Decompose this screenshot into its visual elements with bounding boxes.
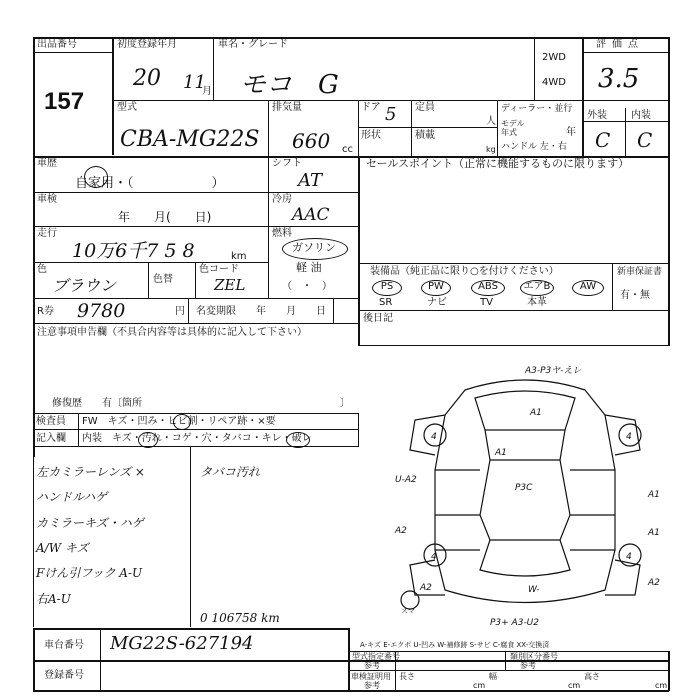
height-cm: cm xyxy=(655,681,668,690)
row2-sep2 xyxy=(358,100,359,156)
equip-aw: AW xyxy=(572,280,604,296)
diag-a1-top: A1 xyxy=(530,408,542,418)
diag-a1-mid: A1 xyxy=(495,448,507,458)
r-sep2 xyxy=(333,298,334,323)
equip-navi: ナビ xyxy=(427,297,447,308)
score-value: 3.5 xyxy=(598,64,640,94)
diag-u2: U-A2 xyxy=(395,475,417,485)
rear-date-label: 後日記 xyxy=(363,313,393,324)
note-line-3: カミラーキズ・ハゲ xyxy=(36,516,144,530)
mileage-note: 0 106758 km xyxy=(200,611,280,625)
month-suffix: 月 xyxy=(202,86,212,97)
model-year-unit: 年 xyxy=(566,127,576,138)
chassis-value: MG22S-627194 xyxy=(110,633,254,654)
int-value: C xyxy=(637,128,653,152)
ext-int-sep xyxy=(625,108,626,156)
hline-fw xyxy=(33,429,359,430)
len-cm: cm xyxy=(473,681,486,690)
int-label: 内装 xyxy=(631,110,651,121)
recycle-label: R券 xyxy=(37,306,54,317)
reardate-bottom xyxy=(359,345,669,346)
fuel-gas: ガソリン xyxy=(292,241,336,254)
equip-pw: PW xyxy=(421,280,451,296)
diag-a1-right2: A1 xyxy=(648,528,660,538)
ext-value: C xyxy=(595,128,611,152)
name-label: 車名・グレード xyxy=(218,39,288,50)
left-lower-sep xyxy=(190,447,191,627)
aircon-value: AAC xyxy=(292,205,330,225)
ref2: 参考 xyxy=(520,661,536,670)
int-mark2 xyxy=(286,432,310,448)
row2-mid xyxy=(358,127,497,128)
load-label: 積載 xyxy=(415,130,435,141)
outer-right xyxy=(668,37,670,157)
row1-bottom xyxy=(112,100,668,101)
width-cm: cm xyxy=(568,681,581,690)
disp-label: 排気量 xyxy=(272,102,302,113)
hline-repair xyxy=(33,413,359,414)
note-line-1: 左カミラーレンズ × xyxy=(36,465,145,479)
fw-mark xyxy=(173,414,191,430)
height-label: 高さ xyxy=(584,672,600,681)
cert-label: 車検証明用 xyxy=(351,672,391,681)
lot-sep xyxy=(33,52,113,53)
name-value: モコ G xyxy=(240,70,339,100)
outer-left xyxy=(33,37,35,457)
footer-bottom xyxy=(348,670,669,671)
hline-int xyxy=(33,446,359,447)
fuel-paren: （ ・ ） xyxy=(282,281,332,292)
footer-mid xyxy=(33,660,669,662)
fuel-label: 燃料 xyxy=(272,228,292,239)
equip-ps: PS xyxy=(372,280,402,296)
diag-roof: P3C xyxy=(515,483,533,493)
drive-left xyxy=(534,37,535,100)
warranty-value: 有・無 xyxy=(620,290,650,301)
diag-top-note: A3-P3ヤ-えレ xyxy=(525,366,582,376)
diag-bottom-note: P3+ A3-U2 xyxy=(490,618,539,628)
equip-leather: 本革 xyxy=(527,297,547,308)
dealer-label: ディーラー・並行 xyxy=(501,104,573,114)
caution-label: 注意事項申告欄（不具合内容等は具体的に記入して下さい） xyxy=(37,327,307,338)
ext-label: 外装 xyxy=(587,110,607,121)
history-value: 自家用・（ ） xyxy=(75,176,225,191)
footer-right1 xyxy=(348,628,350,690)
color-sep xyxy=(148,262,149,298)
tire-fl: 4 xyxy=(431,432,437,442)
equip-abs: ABS xyxy=(471,280,505,296)
row2-sep1 xyxy=(268,100,269,156)
tire-rr: 4 xyxy=(626,552,632,562)
equip-top xyxy=(359,263,669,264)
row2-sep3 xyxy=(411,100,412,156)
capacity-unit: 人 xyxy=(486,116,496,127)
drive-2wd: 2WD xyxy=(542,52,566,63)
ref1: 参考 xyxy=(364,661,380,670)
deadline-label: 名変期限 xyxy=(196,306,236,317)
equip-sep xyxy=(612,263,613,311)
score-head xyxy=(582,52,668,53)
diag-a2-left: A2 xyxy=(395,526,407,536)
recycle-value: 9780 xyxy=(77,300,126,322)
damage-legend: A-キズ E-エクボ U-凹み W-補修跡 S-サビ C-腐食 XX-交換済 xyxy=(360,641,550,649)
fuel-diesel: 軽 油 xyxy=(296,261,322,274)
hline-r xyxy=(33,298,359,299)
right-edge-lower xyxy=(668,156,670,346)
mileage-label: 走行 xyxy=(37,228,57,239)
color-sep2 xyxy=(195,262,196,298)
disp-value: 660 xyxy=(292,129,331,153)
deadline-value: 年 月 日 xyxy=(256,306,326,317)
score-left xyxy=(582,37,584,157)
equip-sr: SR xyxy=(379,297,393,308)
color-value: ブラウン xyxy=(52,276,117,295)
left-lower xyxy=(33,447,34,627)
diag-a1-right: A1 xyxy=(648,490,660,500)
ref3: 参考 xyxy=(364,681,380,690)
note-line-6: 右A-U xyxy=(36,592,71,606)
note-line-2: ハンドルハゲ xyxy=(36,490,108,504)
fw-row: FW キズ・凹み・ヒビ割・リペア跡・×要 xyxy=(82,416,276,427)
first-reg-month: 11 xyxy=(183,72,206,93)
equip-label: 装備品（純正品に限り○を付けください） xyxy=(370,266,559,277)
cc-unit: cc xyxy=(342,144,353,155)
class-number: 類別区分番号 xyxy=(510,652,558,661)
door-value: 5 xyxy=(385,104,397,125)
width-label: 幅 xyxy=(489,672,497,681)
mileage-km: km xyxy=(231,251,247,262)
color-code-label: 色コード xyxy=(199,264,239,275)
tire-fr: 4 xyxy=(626,432,632,442)
hline-caution xyxy=(33,323,359,324)
mileage-value: 10万6千7 5 8 xyxy=(72,240,195,262)
recycle-yen: 円 xyxy=(175,306,185,317)
inspector-label: 検査員 xyxy=(36,416,66,427)
equip-airbag: エアB xyxy=(520,280,554,296)
footer-right-sep xyxy=(505,651,506,671)
door-label: ドア xyxy=(361,102,381,113)
warranty-label: 新車保証書 xyxy=(617,267,663,277)
footer-left xyxy=(33,628,35,690)
lot-label: 出品番号 xyxy=(37,39,77,50)
row2-sep4 xyxy=(497,100,498,156)
leftcol-right xyxy=(268,156,269,298)
len-label: 長さ xyxy=(399,672,415,681)
note-line-5: Fけん引フック A-U xyxy=(36,566,143,580)
type-value: CBA-MG22S xyxy=(120,127,260,152)
interior-row: 内装 キズ・汚れ・コゲ・穴・タバコ・キレ・破レ xyxy=(82,433,312,444)
repair-label: 修復歴 有〔箇所 xyxy=(52,398,142,409)
inspect-label: 車検 xyxy=(37,194,57,205)
reg-label: 登録番号 xyxy=(44,670,84,681)
chassis-label: 車台番号 xyxy=(44,640,84,651)
notes-left-sep xyxy=(78,413,79,447)
shift-value: AT xyxy=(298,170,323,191)
capacity-label: 定員 xyxy=(415,102,435,113)
hline-aircon xyxy=(268,226,359,227)
first-reg-year: 20 xyxy=(133,66,161,91)
type-label: 型式 xyxy=(117,102,137,113)
side-note: タバコ汚れ xyxy=(200,465,260,479)
r-sep1 xyxy=(188,298,189,323)
footer-top xyxy=(33,628,348,630)
shape-label: 形状 xyxy=(361,130,381,141)
int-mark1 xyxy=(138,432,158,448)
repair-close: 〕 xyxy=(340,398,350,409)
handle-label: ハンドル 左・右 xyxy=(501,142,567,152)
diag-a2-right: A2 xyxy=(648,578,660,588)
load-unit: kg xyxy=(486,145,496,154)
score-label: 評価点 xyxy=(596,39,644,50)
first-reg-label: 初度登録年月 xyxy=(117,39,177,50)
sales-label: セールスポイント（正常に機能するものに限ります） xyxy=(366,157,630,170)
name-left xyxy=(213,37,214,100)
shift-label: シフト xyxy=(272,158,302,169)
lot-right xyxy=(112,37,114,155)
entry-label: 記入欄 xyxy=(36,433,66,444)
car-diagram xyxy=(380,360,670,630)
inspect-value: 年 月( 日) xyxy=(118,210,212,224)
tire-rl: 4 xyxy=(431,552,437,562)
history-circle xyxy=(84,166,108,188)
footer-right-edge xyxy=(668,651,670,691)
history-label: 車歴 xyxy=(37,158,57,169)
drive-4wd: 4WD xyxy=(542,77,566,88)
color-label: 色 xyxy=(37,264,47,275)
midcol-right xyxy=(358,156,360,346)
footer-sep xyxy=(100,628,101,690)
mirror-note: スマ xyxy=(401,607,415,615)
equip-tv: TV xyxy=(480,297,493,308)
recolor-label: 色替 xyxy=(153,274,173,285)
model-year-label: モデル年式 xyxy=(501,119,525,137)
color-code-value: ZEL xyxy=(214,276,246,294)
aircon-label: 冷房 xyxy=(272,194,292,205)
hline-shift xyxy=(268,192,359,193)
note-line-4: A/W キズ xyxy=(36,541,89,555)
diag-w: W- xyxy=(528,585,540,595)
equip-bottom xyxy=(359,310,669,311)
diag-a2-bottom: A2 xyxy=(420,583,432,593)
notes-right xyxy=(358,413,359,447)
model-designation: 型式指定番号 xyxy=(352,652,400,661)
lot-number: 157 xyxy=(44,88,85,115)
